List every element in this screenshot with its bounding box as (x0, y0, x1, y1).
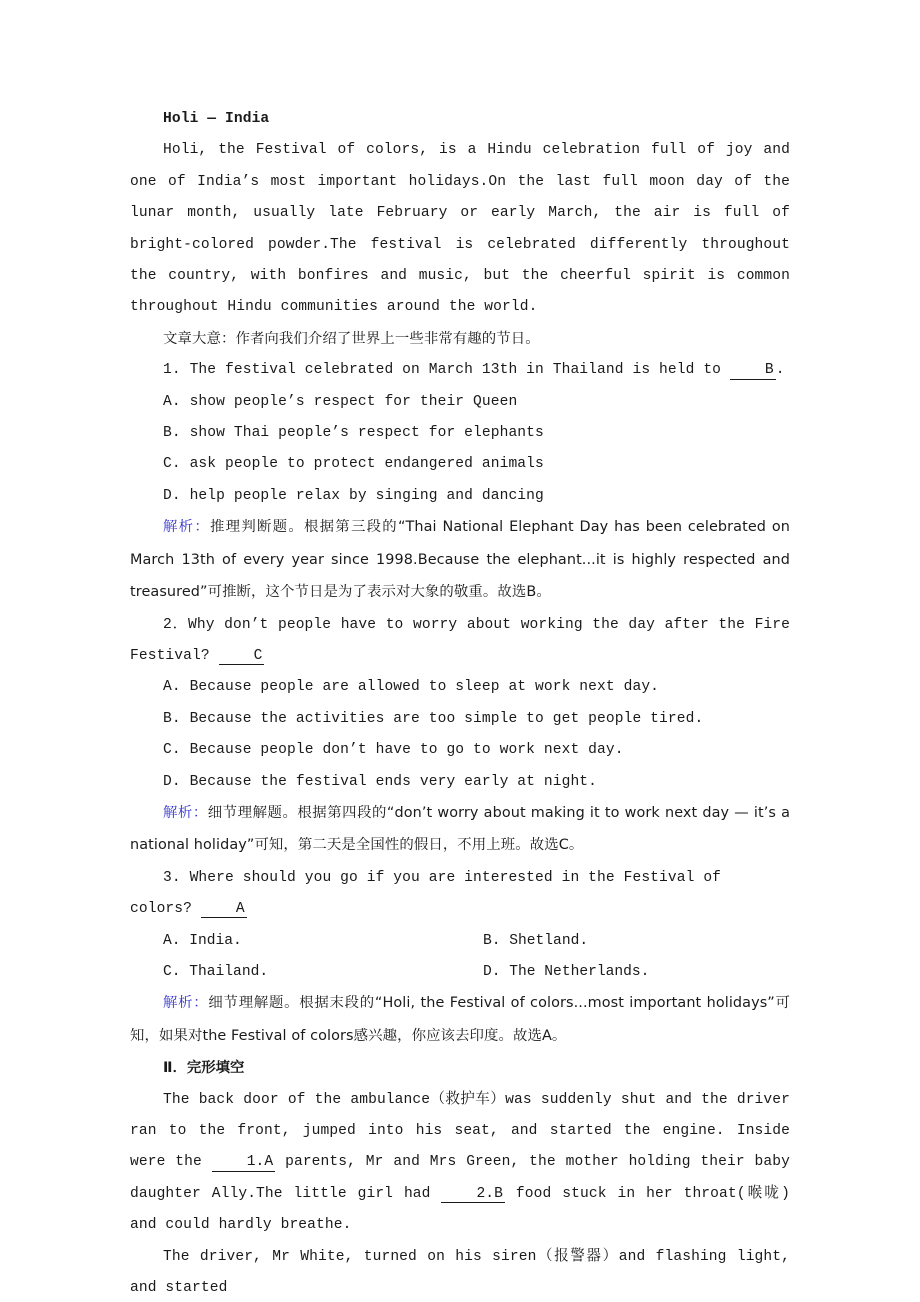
question-3-option-b[interactable]: B. Shetland. (483, 932, 589, 949)
section-two-heading: Ⅱ．完形填空 (163, 1060, 245, 1077)
question-3-answer-blank[interactable]: A (201, 902, 247, 918)
question-1-option-c[interactable]: C. ask people to protect endangered animals (163, 456, 544, 473)
cloze-blank-2[interactable]: 2.B (441, 1187, 505, 1203)
analysis-label-1: 解析： (163, 519, 210, 536)
question-3-option-row-2 (163, 957, 790, 988)
cloze-paragraph-2: The driver, Mr White, turned on his siren（报警器）and flashing light, and started (130, 1248, 799, 1297)
question-1-stem-tail: . (775, 362, 785, 379)
passage-body: Holi, the Festival of colors, is a Hindu celebration full of joy and one of India’s most important holidays.On the last full moon day of the lunar month, usually late February or early March, the air is full of bright-colored powder.The festival is celebrated differently throughout the country, with bonfires and music, but the cheerful spirit is common throughout Hindu communities around the world. (130, 142, 799, 316)
question-1-option-b[interactable]: B. show Thai people’s respect for elephants (163, 425, 544, 442)
question-3-option-d[interactable]: D. The Netherlands. (483, 963, 650, 980)
question-1-analysis (130, 512, 795, 609)
question-2-stem-text: 2．Why don’t people have to worry about working the day after the Fire Festival? (130, 616, 799, 664)
question-3-analysis (130, 988, 790, 1053)
analysis-text-1: 推理判断题。根据第三段的“Thai National Elephant Day has been celebrated on March 13th of every year since 1998.Because the elephant...it is highly respected and treasured”可推断，这个节日是为了表示对大象的敬重。故选B。 (130, 519, 795, 601)
question-2-answer-blank[interactable]: C (219, 649, 265, 665)
question-3-option-row-1 (163, 926, 790, 957)
question-1-option-a[interactable]: A. show people’s respect for their Queen (163, 393, 518, 410)
analysis-text-3: 细节理解题。根据末段的“Holi, the Festival of colors...most important holidays”可知，如果对the Festival of colors感兴趣，你应该去印度。故选A。 (130, 995, 790, 1044)
question-1-stem (130, 355, 790, 386)
question-2-analysis (130, 798, 795, 863)
question-2-option-c[interactable]: C. Because people don’t have to go to work next day. (163, 742, 624, 759)
question-2-option-b[interactable]: B. Because the activities are too simple to get people tired. (163, 710, 704, 727)
cloze-paragraph-1 (130, 1085, 799, 1242)
cloze-blank-1[interactable]: 1.A (212, 1155, 276, 1171)
question-2-option-d[interactable]: D. Because the festival ends very early at night. (163, 773, 598, 790)
question-3-stem-text: 3. Where should you go if you are interested in the Festival of colors? (130, 869, 730, 918)
question-1-answer-blank[interactable]: B (730, 363, 776, 379)
analysis-label-3: 解析： (163, 995, 209, 1012)
analysis-label-2: 解析： (163, 804, 208, 821)
question-2-stem (130, 610, 799, 673)
passage-gist: 文章大意：作者向我们介绍了世界上一些非常有趣的节日。 (163, 330, 540, 347)
question-1-stem-text: 1. The festival celebrated on March 13th in Thailand is held to (163, 362, 730, 379)
question-3-option-a[interactable]: A. India. (163, 932, 242, 949)
question-2-option-a[interactable]: A. Because people are allowed to sleep at work next day. (163, 679, 660, 696)
document-content (130, 104, 799, 1302)
cloze-text-part-2: parents, Mr and Mrs Green, the mother holding their baby daughter Ally.The little girl had (130, 1154, 799, 1202)
question-3-option-c[interactable]: C. Thailand. (163, 963, 269, 980)
question-1-option-d[interactable]: D. help people relax by singing and dancing (163, 487, 544, 504)
cloze-text-part-3: food stuck in her throat(喉咙) and could hardly breathe. (130, 1185, 799, 1234)
cloze-text-part-1: The back door of the ambulance（救护车）was suddenly shut and the driver ran to the front, jumped into his seat, and started the engine. Inside were the (130, 1091, 799, 1171)
passage-title: Holi — India (163, 111, 270, 127)
question-3-stem (130, 863, 790, 926)
analysis-text-2: 细节理解题。根据第四段的“don’t worry about making it to work next day — it’s a national holiday”可知，第二天是全国性的假日，不用上班。故选C。 (130, 804, 795, 854)
